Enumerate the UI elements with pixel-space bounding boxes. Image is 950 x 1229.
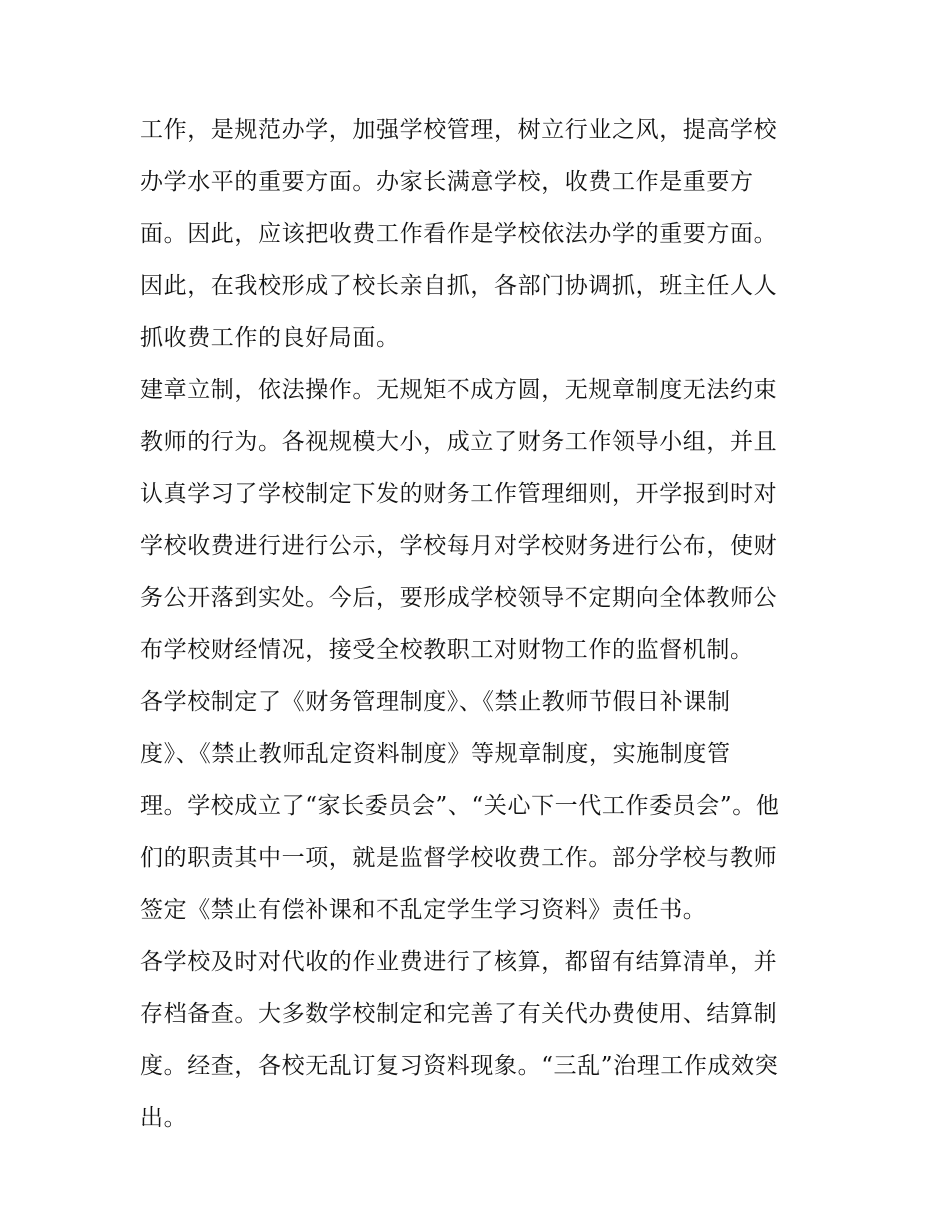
text-line: 签定《禁止有偿补课和不乱定学生学习资料》责任书。	[140, 897, 707, 923]
text-line: 各学校及时对代收的作业费进行了核算，都留有结算清单，并	[140, 949, 778, 975]
text-line: 建章立制，依法操作。无规矩不成方圆，无规章制度无法约束	[140, 377, 778, 403]
text-line: 度。经查，各校无乱订复习资料现象。“三乱”治理工作成效突	[140, 1053, 779, 1079]
text-line: 工作，是规范办学，加强学校管理，树立行业之风，提高学校	[140, 117, 778, 143]
text-line: 办学水平的重要方面。办家长满意学校，收费工作是重要方	[140, 169, 754, 195]
text-line: 各学校制定了《财务管理制度》、《禁止教师节假日补课制	[140, 689, 731, 715]
text-line: 抓收费工作的良好局面。	[140, 325, 400, 351]
text-line: 度》、《禁止教师乱定资料制度》等规章制度，实施制度管	[140, 741, 731, 767]
text-line: 务公开落到实处。今后，要形成学校领导不定期向全体教师公	[140, 585, 778, 611]
text-line: 们的职责其中一项，就是监督学校收费工作。部分学校与教师	[140, 845, 778, 871]
text-line: 教师的行为。各视规模大小，成立了财务工作领导小组，并且	[140, 429, 778, 455]
text-line: 因此，在我校形成了校长亲自抓，各部门协调抓，班主任人人	[140, 273, 778, 299]
text-line: 面。因此，应该把收费工作看作是学校依法办学的重要方面。	[140, 221, 778, 247]
body-text	[140, 108, 820, 1148]
text-line: 认真学习了学校制定下发的财务工作管理细则，开学报到时对	[140, 481, 778, 507]
text-line: 出。	[140, 1105, 188, 1131]
text-line: 理。学校成立了“家长委员会”、“关心下一代工作委员会”。他	[140, 793, 780, 819]
text-line: 布学校财经情况，接受全校教职工对财物工作的监督机制。	[140, 637, 754, 663]
text-line: 存档备查。大多数学校制定和完善了有关代办费使用、结算制	[140, 1001, 778, 1027]
text-line: 学校收费进行进行公示，学校每月对学校财务进行公布，使财	[140, 533, 778, 559]
